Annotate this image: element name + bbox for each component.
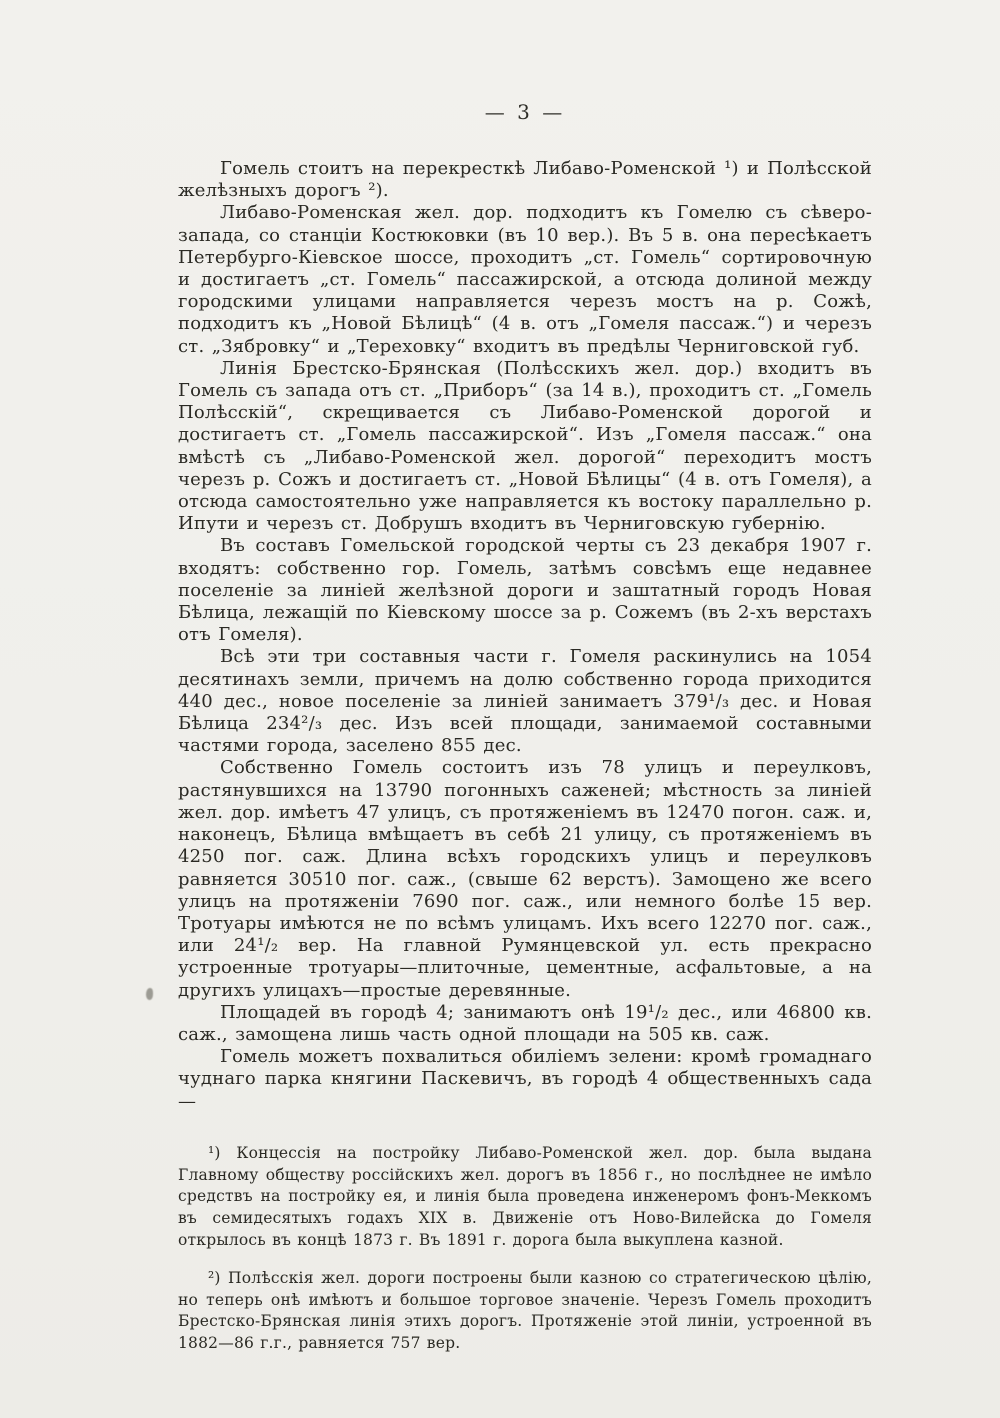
paragraph: Либаво-Роменская жел. дор. подходитъ къ Гомелю съ сѣверо-запада, со станціи Костюковки (въ 10 вер.). Въ 5 в. она пересѣкаетъ Петербурго-Кіевское шоссе, проходитъ „ст. Гомель“ сортировочную и достигаетъ „ст. Гомель“ пассажирской, а отсюда долиной между городскими улицами направляется черезъ мостъ на р. Сожѣ, подходитъ къ „Новой Бѣлицѣ“ (4 в. отъ „Гомеля пассаж.“) и черезъ ст. „Зябровку“ и „Тереховку“ входитъ въ предѣлы Черниговской губ. <box>178 202 872 357</box>
text-column <box>178 100 872 1371</box>
body-text <box>178 158 872 1113</box>
paragraph: Гомель можетъ похвалиться обиліемъ зелени: кромѣ громаднаго чуднаго парка княгини Паскевичъ, въ городѣ 4 общественныхъ сада— <box>178 1046 872 1112</box>
paragraph: Всѣ эти три составныя части г. Гомеля раскинулись на 1054 десятинахъ земли, причемъ на долю собственно города приходится 440 дес., новое поселеніе за линіей занимаетъ 379¹/₃ дес. и Новая Бѣлица 234²/₃ дес. Изъ всей площади, занимаемой составными частями города, заселено 855 дес. <box>178 646 872 757</box>
paragraph: Линія Брестско-Брянская (Полѣсскихъ жел. дор.) входитъ въ Гомель съ запада отъ ст. „Приборъ“ (за 14 в.), проходитъ ст. „Гомель Полѣсскій“, скрещивается съ Либаво-Роменской дорогой и достигаетъ ст. „Гомель пассажирской“. Изъ „Гомеля пассаж.“ она вмѣстѣ съ „Либаво-Роменской жел. дорогой“ переходитъ мостъ черезъ р. Сожъ и достигаетъ ст. „Новой Бѣлицы“ (4 в. отъ Гомеля), а отсюда самостоятельно уже направляется къ востоку параллельно р. Ипути и черезъ ст. Добрушъ входитъ въ Черниговскую губернію. <box>178 357 872 535</box>
footnotes-section <box>178 1143 872 1355</box>
paragraph: Площадей въ городѣ 4; занимаютъ онѣ 19¹/₂ дес., или 46800 кв. саж., замощена лишь часть одной площади на 505 кв. саж. <box>178 1001 872 1045</box>
footnote: ²) Полѣсскія жел. дороги построены были казною со стратегическою цѣлію, но теперь онѣ имѣютъ и большое торговое значеніе. Черезъ Гомель проходитъ Брестско-Брянская линія этихъ дорогъ. Протяженіе этой линіи, устроенной въ 1882—86 г.г., равняется 757 вер. <box>178 1268 872 1353</box>
scan-ink-smudge <box>146 988 153 1000</box>
paragraph: Въ составъ Гомельской городской черты съ 23 декабря 1907 г. входятъ: собственно гор. Гомель, затѣмъ совсѣмъ еще недавнее поселеніе за линіей желѣзной дороги и заштатный городъ Новая Бѣлица, лежащій по Кіевскому шоссе за р. Сожемъ (въ 2-хъ верстахъ отъ Гомеля). <box>178 535 872 646</box>
page-number: — 3 — <box>484 100 566 124</box>
paragraph: Гомель стоитъ на перекресткѣ Либаво-Роменской ¹) и Полѣсской желѣзныхъ дорогъ ²). <box>178 158 872 202</box>
footnote: ¹) Концессія на постройку Либаво-Роменской жел. дор. была выдана Главному обществу россійскихъ жел. дорогъ въ 1856 г., но послѣднее не имѣло средствъ на постройку ея, и линія была проведена инженеромъ фонъ-Меккомъ въ семидесятыхъ годахъ XIX в. Движеніе отъ Ново-Вилейска до Гомеля открылось въ концѣ 1873 г. Въ 1891 г. дорога была выкуплена казной. <box>178 1143 872 1249</box>
paragraph: Собственно Гомель состоитъ изъ 78 улицъ и переулковъ, растянувшихся на 13790 погонныхъ саженей; мѣстность за линіей жел. дор. имѣетъ 47 улицъ, съ протяженіемъ въ 12470 погон. саж. и, наконецъ, Бѣлица вмѣщаетъ въ себѣ 21 улицу, съ протяженіемъ въ 4250 пог. саж. Длина всѣхъ городскихъ улицъ и переулковъ равняется 30510 пог. саж., (свыше 62 верстъ). Замощено же всего улицъ на протяженіи 7690 пог. саж., или немного болѣе 15 вер. Тротуары имѣются не по всѣмъ улицамъ. Ихъ всего 12270 пог. саж., или 24¹/₂ вер. На главной Румянцевской ул. есть прекрасно устроенные тротуары—плиточные, цементные, асфальтовые, а на другихъ улицахъ—простые деревянные. <box>178 757 872 1001</box>
